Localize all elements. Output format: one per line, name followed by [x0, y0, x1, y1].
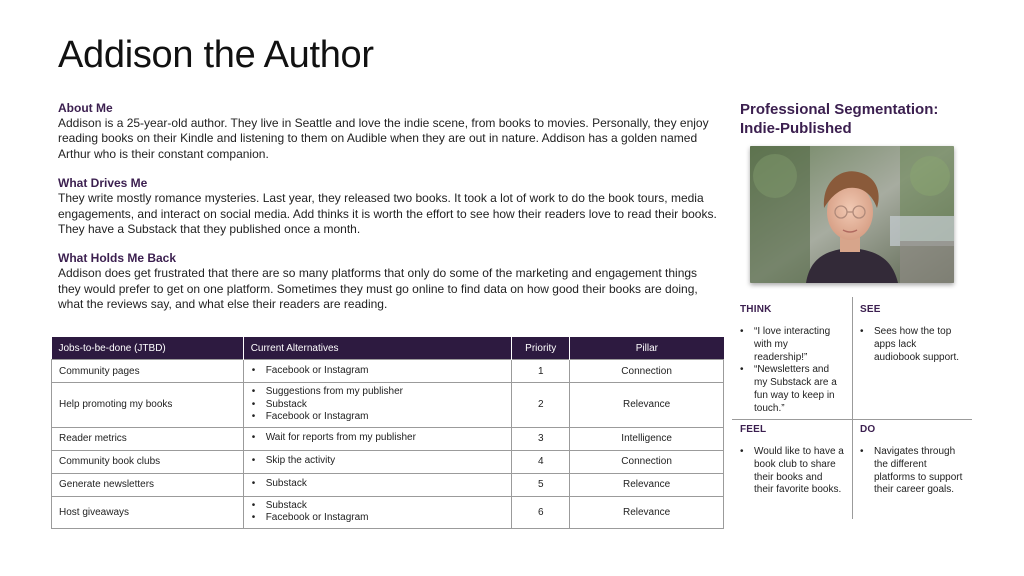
pillar-cell: Relevance: [570, 473, 724, 496]
alternatives-cell: [243, 360, 512, 383]
about-me-text: Addison is a 25-year-old author. They live in Seattle and love the indie scene, from books to movies. Personally, they enjoy reading books on their Kindle and listening to them on Audible when they are out in nature. Addison has a golden named Arthur who is their constant companion.: [58, 116, 709, 161]
jtbd-table: [51, 337, 724, 529]
alternative-item: • Wait for reports from my publisher: [251, 432, 505, 445]
think-label: THINK: [740, 304, 772, 315]
what-holds-me-back-section: [58, 251, 718, 312]
priority-cell: 5: [512, 473, 570, 496]
table-row: [52, 450, 724, 473]
pillar-cell: Connection: [570, 360, 724, 383]
see-item: • Sees how the top apps lack audiobook support.: [860, 326, 964, 364]
alternatives-cell: [243, 383, 512, 428]
what-drives-me-text: They write mostly romance mysteries. Last year, they released two books. It took a lot of work to do the book tours, media engagements, and interact on social media. Add thinks it is worth the effort to see how their readers love to read their books. They have a Substack that they published once a month.: [58, 191, 717, 237]
think-item: • “Newsletters and my Substack are a fun way to keep in touch.”: [740, 364, 844, 415]
priority-cell: 1: [512, 360, 570, 383]
priority-cell: 2: [512, 383, 570, 428]
priority-cell: 3: [512, 427, 570, 450]
header-priority: Priority: [512, 337, 570, 360]
alternative-item: • Suggestions from my publisher: [251, 386, 505, 399]
feel-item: • Would like to have a book club to share their books and their favorite books.: [740, 446, 844, 497]
what-holds-me-back-heading: What Holds Me Back: [58, 251, 177, 266]
job-cell: Community pages: [52, 360, 244, 383]
table-row: [52, 496, 724, 528]
what-drives-me-section: [58, 176, 718, 237]
see-quadrant: [860, 304, 964, 364]
pillar-cell: Relevance: [570, 383, 724, 428]
job-cell: Community book clubs: [52, 450, 244, 473]
quadrant-divider-horizontal: [732, 419, 972, 420]
table-header-row: [52, 337, 724, 360]
what-holds-me-back-text: Addison does get frustrated that there are so many platforms that only do some of the marketing and engagement things they would prefer to get on one platform. Sometimes they must go online to find data on how good their books are doing, what the reviews say, and what else their readers are reading.: [58, 266, 698, 312]
alternative-item: • Facebook or Instagram: [251, 411, 505, 424]
do-quadrant: [860, 424, 964, 497]
alternative-item: • Facebook or Instagram: [251, 512, 505, 525]
about-me-section: [58, 101, 718, 162]
alternative-item: • Substack: [251, 500, 505, 513]
job-cell: Reader metrics: [52, 427, 244, 450]
job-cell: Host giveaways: [52, 496, 244, 528]
alternative-item: • Facebook or Instagram: [251, 365, 505, 378]
think-item: • “I love interacting with my readership!”: [740, 326, 844, 364]
pillar-cell: Relevance: [570, 496, 724, 528]
portrait-photo-icon: [750, 146, 954, 283]
alternatives-cell: [243, 496, 512, 528]
alternative-item: • Skip the activity: [251, 455, 505, 468]
header-pillar: Pillar: [570, 337, 724, 360]
priority-cell: 6: [512, 496, 570, 528]
table-row: [52, 383, 724, 428]
about-me-heading: About Me: [58, 101, 113, 115]
segmentation-title-line1: Professional Segmentation:: [740, 101, 939, 118]
page-title: Addison the Author: [58, 34, 374, 76]
pillar-cell: Connection: [570, 450, 724, 473]
alternatives-cell: [243, 450, 512, 473]
header-alternatives: Current Alternatives: [243, 337, 512, 360]
feel-quadrant: [740, 424, 844, 497]
do-label: DO: [860, 424, 876, 435]
quadrant-divider-top: [852, 297, 853, 419]
priority-cell: 4: [512, 450, 570, 473]
table-row: [52, 473, 724, 496]
see-label: SEE: [860, 304, 881, 315]
segmentation-title-line2: Indie-Published: [740, 119, 852, 137]
alternatives-cell: [243, 473, 512, 496]
persona-photo: [750, 146, 954, 283]
table-row: [52, 360, 724, 383]
quadrant-divider-bottom: [852, 419, 853, 519]
job-cell: Generate newsletters: [52, 473, 244, 496]
pillar-cell: Intelligence: [570, 427, 724, 450]
persona-description: [58, 101, 718, 327]
feel-label: FEEL: [740, 424, 767, 435]
alternative-item: • Substack: [251, 478, 505, 491]
alternatives-cell: [243, 427, 512, 450]
think-quadrant: [740, 304, 844, 416]
segmentation-title: [740, 101, 938, 138]
what-drives-me-heading: What Drives Me: [58, 176, 148, 191]
job-cell: Help promoting my books: [52, 383, 244, 428]
do-item: • Navigates through the different platforms to support their career goals.: [860, 446, 964, 497]
alternative-item: • Substack: [251, 399, 505, 412]
header-jtbd: Jobs-to-be-done (JTBD): [52, 337, 244, 360]
table-row: [52, 427, 724, 450]
